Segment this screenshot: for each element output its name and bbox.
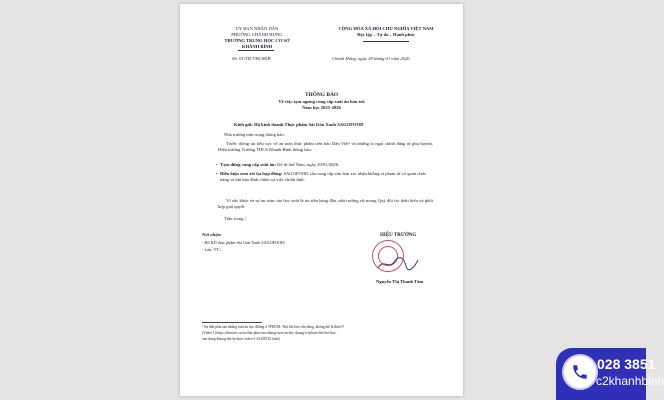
intro-line: Nhà trường trân trọng thông báo: [224, 132, 285, 137]
document-title: THÔNG BÁO [304, 92, 339, 98]
regards-line: Trân trọng./. [224, 216, 247, 221]
bullet-suspension-label: Tạm dừng cung cấp suất ăn: [220, 162, 276, 167]
body-paragraph: Trước thông tin tiêu cực về an toàn thực phẩm trên báo Dân Việt¹ và những lo ngại chính đáng từ phụ huynh, Hiệu trưởng Trường THCS Khánh Bình thông báo: [218, 141, 433, 152]
issuer-line-4: KHÁNH BÌNH [241, 43, 273, 49]
footnote-line-3: van-dung-khong-the-la-duoc-video-1-d1200723.html) [202, 337, 280, 341]
recipients-item-1: - Hộ KD thực phẩm Sài Gòn Xanh SAGOFOOD; [202, 240, 286, 245]
national-motto-line-2: Độc lập – Tự do – Hạnh phúc [357, 31, 415, 37]
national-header [320, 26, 452, 38]
bullet-conditions-text: SAGOFOOD cần cung cấp văn bản xác nhận không vi phạm từ cơ quan chức năng và bài báo đính chính sự việc chính thức. [220, 171, 427, 182]
signer-name: Nguyễn Thị Thanh Tâm [376, 279, 424, 284]
issuer-underline [238, 50, 274, 51]
bullet-conditions [220, 171, 430, 183]
national-underline [363, 41, 409, 42]
issuer-line-1: ỦY BAN NHÂN DÂN [235, 26, 279, 31]
bullet-conditions-label: Điều kiện xem xét lại hợp đồng: [220, 171, 283, 176]
contact-phone-number[interactable]: 028 3851 [597, 356, 656, 372]
footnote-line-2: (Video 1) https://danviet.vn/su-that-phia-sau-nhung-suat-an-hoc-duong-o-tphcm-thit-hoi-bao- [202, 331, 337, 335]
phone-handset-icon [571, 363, 589, 381]
bullet-suspension [220, 162, 430, 168]
issuer-line-2: PHƯỜNG CHÁNH HƯNG [231, 31, 283, 37]
closing-paragraph: Vì sức khỏe và sự an toàn của học sinh là ưu tiên hàng đầu, nhà trường rất mong Quý đối tác thấu hiểu và phối hợp giải quyết. [218, 198, 433, 209]
signer-title: HIỆU TRƯỞNG [380, 233, 417, 238]
recipient-line: Kính gửi: Hộ kinh doanh Thực phẩm Sài Gòn Xanh SAGOFOOD [234, 122, 364, 127]
phone-icon[interactable] [562, 354, 598, 390]
title-block [200, 92, 443, 111]
national-motto-line-1: CỘNG HÒA XÃ HỘI CHỦ NGHĨA VIỆT NAM [338, 26, 434, 31]
bullet-suspension-text: Kể từ thứ Năm, ngày 29/01/2026. [277, 162, 340, 167]
footnote-divider [202, 322, 262, 323]
school-year: Năm học 2025-2026 [302, 104, 341, 110]
document-subtitle: Về việc tạm ngưng cung cấp suất ăn bán trú [278, 99, 365, 105]
document-number: Số: 01/TB-THCSKB [232, 56, 271, 61]
issuer-header [202, 26, 312, 50]
recipients-label: Nơi nhận: [202, 232, 222, 237]
document-page [180, 4, 463, 396]
document-date: Chánh Hưng, ngày 29 tháng 01 năm 2026 [332, 56, 410, 61]
footnote-line-1: ¹ Sự thật phía sau những suất ăn học đường ở TPHCM: Thịt hôi báo vẫn dùng, không thể là được?! [202, 325, 345, 329]
contact-website[interactable]: c2khanhbinh [596, 374, 664, 388]
signature-icon [376, 256, 420, 272]
recipients-item-2: - Lưu: VT./. [202, 247, 223, 252]
issuer-line-3: TRƯỜNG TRUNG HỌC CƠ SỞ [224, 37, 290, 43]
